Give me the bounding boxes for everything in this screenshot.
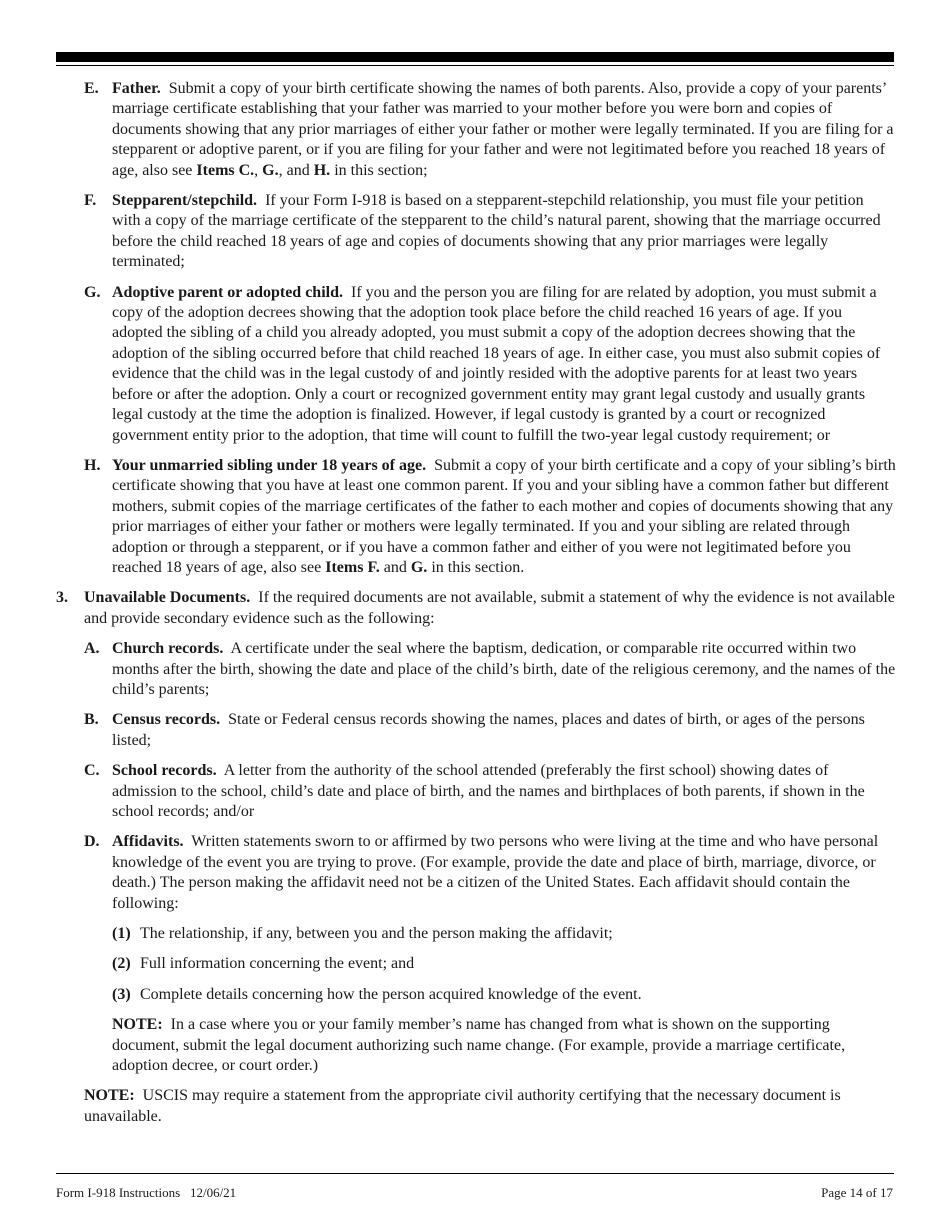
footer-page-number: Page 14 of 17 (821, 1185, 893, 1200)
document-body (56, 79, 896, 1127)
header-rule-thin (56, 65, 894, 66)
item-a-church-records (56, 639, 896, 700)
item-c-school-records (56, 761, 896, 822)
note-text: In a case where you or your family member’s name has changed from what is shown on the supporting document, submit the legal document authorizing such name change. (For example, provide a marriage certificate, adoption decree, or court order.) (112, 1016, 846, 1075)
item-ref: G. (410, 558, 428, 576)
item-label: F. (84, 192, 97, 210)
affidavit-subitem-2 (56, 954, 896, 974)
item-b-census-records (56, 710, 896, 751)
item-title: Affidavits. (112, 833, 184, 851)
subitem-label: (1) (112, 925, 131, 943)
affidavit-subitem-3 (56, 985, 896, 1005)
item-text: State or Federal census records showing the names, places and dates of birth, or ages of the persons listed; (112, 711, 865, 749)
item-title: Your unmarried sibling under 18 years of age. (112, 456, 427, 474)
footer-rule (56, 1173, 894, 1174)
note-label: NOTE: (112, 1016, 163, 1034)
item-ref: Items F. (325, 558, 380, 576)
subitem-label: (2) (112, 955, 131, 973)
item-text: Submit a copy of your birth certificate showing the names of both parents. Also, provide a copy of your parents’ marriage certificate establishing that your father was married to your mother before you were born and copies of documents showing that any prior marriages of either your father or mother were legally terminated. If you are filing for a stepparent or adoptive parent, or if you are filing for your father and were not legitimated before you reached 18 years of age, also see (112, 80, 894, 179)
item-text: Written statements sworn to or affirmed by two persons who were living at the time and who have personal knowledge of the event you are trying to prove. (For example, provide the date and place of birth, marriage, divorce, or death.) The person making the affidavit need not be a citizen of the United States. Each affidavit should contain the following: (112, 833, 879, 912)
item-h-sibling: H. Your unmarried sibling under 18 years of age. Submit a copy of your birth certificate and a copy of your sibling’s birth certificate showing that you have at least one common parent. If you and your sibling have a common father but different mothers, submit copies of the marriage certificates of the father to each mother and copies of documents showing that any prior marriages of either your father or mothers were legally terminated. If you and your sibling are related through adoption or through a stepparent, or if you have a common father and either of you were not legitimated before you reached 18 years of age, also see Items F. and G. in this section. (84, 456, 896, 576)
item-text: in this section. (431, 558, 525, 576)
subitem-text: The relationship, if any, between you and the person making the affidavit; (140, 925, 613, 943)
item-title: School records. (112, 762, 217, 780)
item-label: E. (84, 80, 99, 97)
item-d-affidavits (56, 832, 896, 914)
item-label: B. (84, 711, 99, 729)
subitem-text: Full information concerning the event; and (140, 955, 415, 973)
item-text: A letter from the authority of the school attended (preferably the first school) showing dates of admission to the school, child’s date and place of birth, and the names and birthplaces of both parents, if shown in the school records; and/or (112, 762, 865, 820)
item-label: D. (84, 833, 100, 851)
item-text: If you and the person you are filing for are related by adoption, you must submit a copy of the adoption decrees showing that the adoption took place before the child reached 16 years of age. If you adopted the sibling of a child you already adopted, you must submit a copy of the adoption decrees showing that the adoption of the sibling occurred before that child reached 18 years of age. In either case, you must also submit copies of evidence that the child was in the legal custody of and jointly resided with the adoptive parents for at least two years before or after the adoption. Only a court or recognized government entity may grant legal custody and usually grants legal custody at the time the adoption is finalized. However, if legal custody is granted by a court or recognized government entity prior to the adoption, that time will count to fulfill the two-year legal custody requirement; or (112, 283, 881, 444)
item-label: A. (84, 640, 100, 658)
item-ref: Items C. (196, 161, 255, 179)
item-e-father: E. Father. Submit a copy of your birth certificate showing the names of both parents. Also, provide a copy of your parents’ marriage certificate establishing that your father was married to your mother before you were born and copies of documents showing that any prior marriages of either your father or mother were legally terminated. If you are filing for a stepparent or adoptive parent, or if you are filing for your father and were not legitimated before you reached 18 years of age, also see Items C., G., and H. in this section; (84, 80, 894, 179)
item-ref: G. (262, 161, 279, 179)
footer-form-name: Form I-918 Instructions 12/06/21 (56, 1185, 237, 1200)
affidavit-subitem-1 (56, 924, 896, 944)
header-rule-thick (56, 52, 894, 62)
item-title: Father. (112, 80, 161, 97)
item-title: Adoptive parent or adopted child. (112, 283, 343, 301)
subitem-text: Complete details concerning how the person acquired knowledge of the event. (140, 985, 642, 1003)
item-text: in this section; (334, 161, 428, 179)
note-text: USCIS may require a statement from the appropriate civil authority certifying that the necessary document is unavailable. (84, 1087, 841, 1125)
subitem-label: (3) (112, 985, 131, 1003)
item-title: Church records. (112, 640, 224, 658)
item-label: C. (84, 762, 100, 780)
item-title: Unavailable Documents. (84, 589, 251, 607)
item-g-adoptive (56, 283, 896, 446)
note-label: NOTE: (84, 1087, 135, 1105)
item-label: H. (84, 456, 101, 474)
item-label: G. (84, 283, 101, 301)
note-name-change (56, 1015, 896, 1076)
item-title: Stepparent/stepchild. (112, 192, 258, 210)
item-text: Submit a copy of your birth certificate and a copy of your sibling’s birth certificate showing that you have at least one common parent. If you and your sibling have a common father but different mothers, submit copies of the marriage certificates of the father to each mother and copies of documents showing that any prior marriages of either your father or mothers were legally terminated. If you and your sibling are related through adoption or through a stepparent, or if you have a common father and either of you were not legitimated before you reached 18 years of age, also see (112, 456, 896, 576)
item-text: If the required documents are not available, submit a statement of why the evidence is not available and provide secondary evidence such as the following: (84, 589, 895, 627)
item-text: If your Form I-918 is based on a stepparent-stepchild relationship, you must file your petition with a copy of the marriage certificate of the stepparent to the child’s natural parent, showing that the marriage occurred before the child reached 18 years of age and copies of documents showing that any prior marriages were legally terminated; (112, 192, 881, 271)
item-label: 3. (56, 589, 68, 607)
item-ref: H. (313, 161, 331, 179)
item-3-unavailable-documents (56, 588, 896, 629)
note-uscis-statement (56, 1086, 896, 1127)
item-f-stepparent (56, 191, 896, 273)
item-title: Census records. (112, 711, 221, 729)
item-text: A certificate under the seal where the baptism, dedication, or comparable rite occurred within two months after the birth, showing the date and place of the child’s birth, date of the religious ceremony, and the names of the child’s parents; (112, 640, 896, 698)
